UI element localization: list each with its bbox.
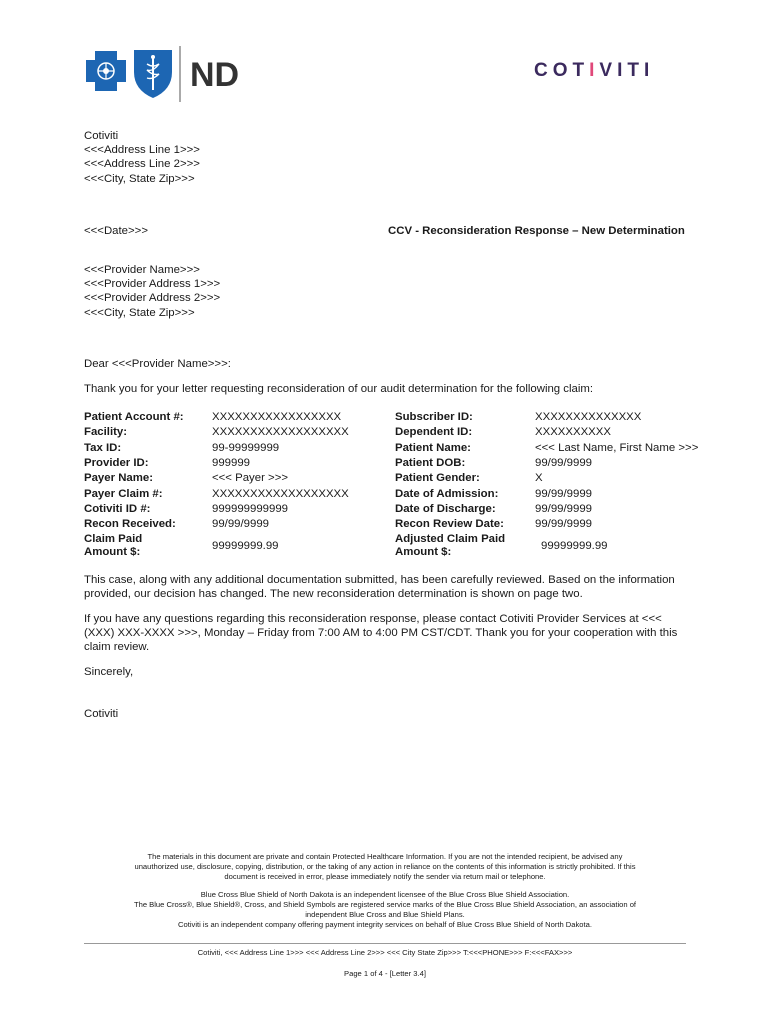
table-row (84, 486, 698, 501)
provider-line: <<<Provider Name>>> (84, 264, 200, 276)
table-row (84, 517, 698, 532)
claim-label: Patient Name: (395, 441, 471, 454)
table-row (84, 502, 698, 517)
closing: Sincerely, (84, 666, 134, 678)
sender-line: <<<Address Line 2>>> (84, 158, 200, 171)
claim-label: Provider ID: (84, 457, 149, 470)
footer-address: Cotiviti, <<< Address Line 1>>> <<< Address Line 2>>> <<< City State Zip>>> T:<<<PHONE>>> F:<<<FAX>>> (197, 948, 573, 957)
claim-label: Cotiviti ID #: (84, 502, 151, 515)
page-number: Page 1 of 4 - [Letter 3.4] (344, 969, 426, 978)
provider-line: <<<City, State Zip>>> (84, 306, 195, 319)
footer-divider (84, 943, 686, 944)
salutation: Dear <<<Provider Name>>>: (84, 358, 231, 370)
claim-paid-label-line1: Claim Paid (84, 533, 143, 546)
claim-label: Subscriber ID: (395, 411, 473, 424)
paragraph-line: If you have any questions regarding this reconsideration response, please contact Cotiviti Provider Services at <<< (84, 613, 662, 625)
claim-label: Tax ID: (84, 441, 122, 454)
claim-value: 99-99999999 (212, 441, 280, 454)
claim-label: Date of Discharge: (395, 502, 496, 515)
sender-line: Cotiviti (84, 130, 119, 142)
table-row (84, 410, 698, 425)
adjusted-paid-label-line2: Amount $: (395, 546, 452, 559)
bcbs-logo-text: ND (190, 56, 240, 94)
claim-label: Payer Name: (84, 472, 154, 485)
claim-value: 999999 (212, 457, 251, 470)
table-row (84, 441, 698, 456)
claim-value: XXXXXXXXXXXXXX (535, 411, 642, 424)
claim-paid-value: 99999999.99 (212, 539, 279, 552)
table-row (84, 425, 698, 440)
claim-value: XXXXXXXXXX (535, 426, 611, 439)
license-line: The Blue Cross®, Blue Shield®, Cross, and Shield Symbols are registered service marks of the Blue Cross Blue Shield Association, an association of (133, 900, 637, 909)
claim-value: 99/99/9999 (535, 487, 593, 500)
claim-value: 99/99/9999 (535, 502, 593, 515)
claim-value: 99/99/9999 (535, 518, 593, 531)
provider-line: <<<Provider Address 2>>> (84, 292, 221, 305)
claim-value: XXXXXXXXXXXXXXXXXX (212, 487, 349, 500)
adjusted-paid-value: 99999999.99 (541, 539, 608, 552)
claim-label: Patient Account #: (84, 411, 184, 424)
claim-label (395, 532, 535, 560)
review-paragraph (84, 573, 689, 601)
claim-value: 99/99/9999 (535, 457, 593, 470)
sender-address (84, 129, 200, 186)
blue-cross-icon (86, 51, 126, 91)
bcbs-nd-logo (84, 46, 260, 102)
paragraph-line: claim review. (84, 641, 150, 654)
claim-value: 999999999999 (212, 502, 289, 515)
paragraph-line: provided, our decision has changed. The new reconsideration determination is shown on page two. (84, 588, 583, 601)
claim-value: X (535, 472, 543, 485)
license-line: independent Blue Cross and Blue Shield Plans. (305, 910, 465, 919)
claim-details-table (84, 410, 698, 560)
claim-label (84, 532, 212, 560)
provider-line: <<<Provider Address 1>>> (84, 278, 221, 291)
table-row (84, 456, 698, 471)
claim-label: Patient Gender: (395, 472, 480, 485)
claim-value: <<< Payer >>> (212, 472, 288, 485)
license-line: Blue Cross Blue Shield of North Dakota is an independent licensee of the Blue Cross Blue Shield Association. (200, 890, 570, 899)
adjusted-paid-label-line1: Adjusted Claim Paid (395, 533, 506, 546)
letter-date: <<<Date>>> (84, 225, 148, 237)
blue-shield-icon (134, 50, 172, 98)
table-row (84, 471, 698, 486)
claim-label: Recon Review Date: (395, 518, 504, 531)
disclaimer-line: unauthorized use, disclosure, copying, distribution, or the taking of any action in reliance on the contents of this information is strictly prohibited. If this (134, 862, 636, 871)
cotiviti-logo (534, 60, 654, 82)
sender-line: <<<City, State Zip>>> (84, 172, 195, 185)
claim-label: Dependent ID: (395, 426, 473, 439)
claim-label: Date of Admission: (395, 487, 499, 500)
claim-value: XXXXXXXXXXXXXXXXX (212, 411, 342, 424)
table-row (84, 532, 698, 560)
claim-label: Facility: (84, 426, 128, 439)
claim-value: <<< Last Name, First Name >>> (535, 441, 699, 454)
contact-paragraph (84, 612, 689, 655)
claim-label: Patient DOB: (395, 457, 466, 470)
claim-value: XXXXXXXXXXXXXXXXXX (212, 426, 349, 439)
provider-address (84, 263, 220, 320)
sender-line: <<<Address Line 1>>> (84, 144, 200, 157)
license-line: Cotiviti is an independent company offering payment integrity services on behalf of Blue Cross Blue Shield of North Dakota. (178, 920, 592, 929)
disclaimer-line: document is received in error, please immediately notify the sender via return mail or telephone. (224, 872, 546, 881)
disclaimer-line: The materials in this document are private and contain Protected Healthcare Information. If you are not the intended recipient, be advised any (147, 852, 623, 861)
letter-title: CCV - Reconsideration Response – New Determination (388, 225, 685, 237)
footer-disclaimer (84, 852, 686, 930)
signature: Cotiviti (84, 708, 119, 720)
claim-paid-label-line2: Amount $: (84, 546, 141, 559)
claim-label: Recon Received: (84, 518, 176, 531)
claim-label: Payer Claim #: (84, 487, 163, 500)
cotiviti-logo-text: COTIVITI (534, 60, 655, 81)
paragraph-line: This case, along with any additional documentation submitted, has been carefully reviewed. Based on the information (84, 574, 675, 586)
paragraph-line: (XXX) XXX-XXXX >>>, Monday – Friday from 7:00 AM to 4:00 PM CST/CDT. Thank you for your cooperation with this (84, 627, 678, 640)
claim-value: 99/99/9999 (212, 518, 270, 531)
intro-text: Thank you for your letter requesting reconsideration of our audit determination for the following claim: (84, 383, 594, 395)
